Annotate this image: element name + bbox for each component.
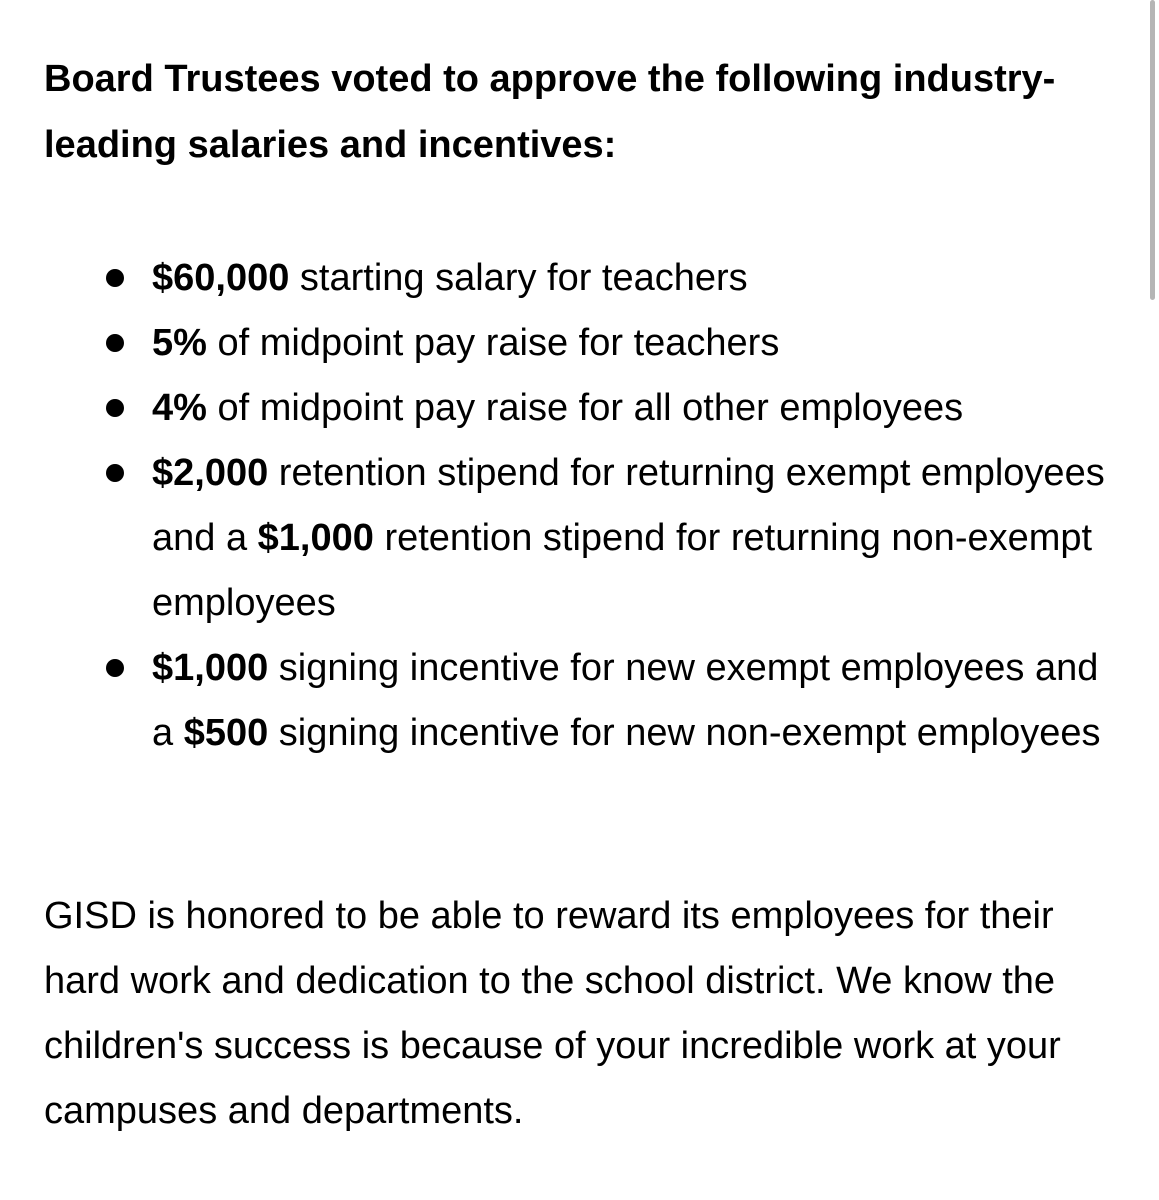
- benefit-amount: $60,000: [152, 257, 290, 299]
- bullet-icon: [106, 334, 124, 352]
- bullet-icon: [106, 269, 124, 287]
- announcement-heading: Board Trustees voted to approve the following industry-leading salaries and incentives:: [44, 58, 1056, 166]
- list-item: [106, 376, 1106, 441]
- list-item: [106, 441, 1106, 636]
- benefit-text: starting salary for teachers: [289, 257, 748, 299]
- benefit-text: of midpoint pay raise for all other employees: [206, 387, 964, 429]
- benefit-amount-secondary: $500: [183, 712, 269, 754]
- benefit-text-secondary: signing incentive for new non-exempt employees: [268, 712, 1101, 754]
- list-item: [106, 636, 1106, 766]
- bullet-icon: [106, 659, 124, 677]
- benefit-text-secondary: retention stipend for returning non-exempt employees: [152, 517, 1093, 624]
- benefit-amount: $1,000: [152, 647, 269, 689]
- benefit-text: signing incentive for new exempt employees and a: [152, 647, 1099, 754]
- bullet-icon: [106, 464, 124, 482]
- article-content: [44, 46, 1114, 1132]
- list-item: [106, 311, 1106, 376]
- benefit-amount: $2,000: [152, 452, 269, 494]
- benefit-text: of midpoint pay raise for teachers: [206, 322, 780, 364]
- vertical-scrollbar[interactable]: [1150, 0, 1155, 300]
- list-item: [106, 246, 1106, 311]
- benefit-amount-secondary: $1,000: [257, 517, 374, 559]
- benefit-amount: 5%: [152, 322, 207, 364]
- benefit-text: retention stipend for returning exempt employees and a: [152, 452, 1105, 559]
- closing-paragraph: GISD is honored to be able to reward its employees for their hard work and dedication to the school district. We know the children's success is because of your incredible work at your campuses and departments.: [44, 895, 1061, 1132]
- benefits-list: [106, 246, 1106, 766]
- bullet-icon: [106, 399, 124, 417]
- benefit-amount: 4%: [152, 387, 207, 429]
